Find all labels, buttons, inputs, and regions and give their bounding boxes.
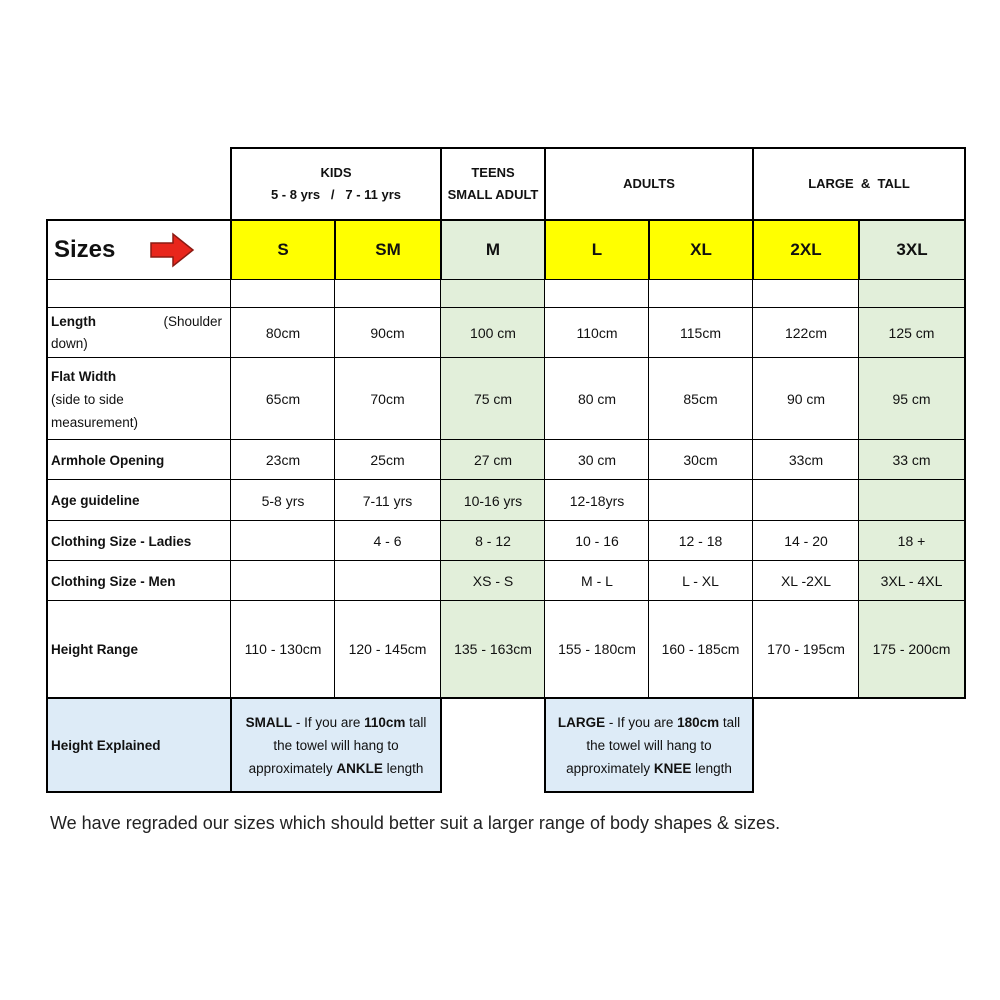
cell-ladies-xl: 12 - 18 [648,520,754,562]
cell-ladies-2xl: 14 - 20 [752,520,860,562]
row-label-length: Length (Shoulder down) [46,307,232,359]
cell-age-3xl [858,479,966,522]
cell-men-m: XS - S [440,560,546,602]
cell-length-sm: 90cm [334,307,442,359]
cell-age-xl [648,479,754,522]
spacer-cell [230,279,336,309]
cell-men-s [230,560,336,602]
group-teens-title: TEENS [471,165,515,180]
size-l: L [544,219,650,281]
height-explained-small: SMALL - If you are 110cm tall the towel will hang to approximately ANKLE length [230,697,442,793]
cell-age-2xl [752,479,860,522]
group-teens-sub: SMALL ADULT [447,187,539,202]
cell-flat-width-xl: 85cm [648,357,754,441]
size-s: S [230,219,336,281]
cell-armhole-2xl: 33cm [752,439,860,481]
group-adults [544,147,754,221]
spacer-cell [440,279,546,309]
row-label-men: Clothing Size - Men [46,560,232,602]
cell-height-m: 135 - 163cm [440,600,546,699]
size-3xl: 3XL [858,219,966,281]
cell-flat-width-m: 75 cm [440,357,546,441]
cell-height-2xl: 170 - 195cm [752,600,860,699]
row-label-height: Height Range [46,600,232,699]
cell-men-3xl: 3XL - 4XL [858,560,966,602]
group-kids [230,147,442,221]
row-label-flat-width: Flat Width (side to side measurement) [46,357,232,441]
cell-age-sm: 7-11 yrs [334,479,442,522]
group-kids-ages: 5 - 8 yrs / 7 - 11 yrs [270,187,402,202]
spacer-cell [858,279,966,309]
cell-armhole-l: 30 cm [544,439,650,481]
spacer-cell [752,279,860,309]
right-arrow-icon [149,232,195,268]
spacer-cell [544,279,650,309]
cell-length-3xl: 125 cm [858,307,966,359]
group-large-tall [752,147,966,221]
size-xl: XL [648,219,754,281]
cell-length-xl: 115cm [648,307,754,359]
height-explained-label: Height Explained [46,697,232,793]
size-sm: SM [334,219,442,281]
cell-men-sm [334,560,442,602]
cell-ladies-l: 10 - 16 [544,520,650,562]
cell-height-3xl: 175 - 200cm [858,600,966,699]
cell-men-xl: L - XL [648,560,754,602]
cell-ladies-m: 8 - 12 [440,520,546,562]
cell-length-s: 80cm [230,307,336,359]
cell-armhole-sm: 25cm [334,439,442,481]
height-explained-large: LARGE - If you are 180cm tall the towel will hang to approximately KNEE length [544,697,754,793]
cell-age-s: 5-8 yrs [230,479,336,522]
spacer-cell [334,279,442,309]
cell-height-s: 110 - 130cm [230,600,336,699]
group-adults-title: ADULTS [623,176,675,191]
cell-ladies-sm: 4 - 6 [334,520,442,562]
footnote: We have regraded our sizes which should better suit a larger range of body shapes & sizes. [50,813,781,833]
cell-ladies-s [230,520,336,562]
cell-length-m: 100 cm [440,307,546,359]
group-large-tall-title: LARGE & TALL [808,176,910,191]
cell-age-m: 10-16 yrs [440,479,546,522]
row-label-ladies: Clothing Size - Ladies [46,520,232,562]
cell-armhole-xl: 30cm [648,439,754,481]
cell-length-l: 110cm [544,307,650,359]
row-label-armhole: Armhole Opening [46,439,232,481]
cell-height-l: 155 - 180cm [544,600,650,699]
group-kids-title: KIDS [320,165,352,180]
spacer-label [46,279,232,309]
cell-flat-width-3xl: 95 cm [858,357,966,441]
cell-armhole-m: 27 cm [440,439,546,481]
cell-flat-width-2xl: 90 cm [752,357,860,441]
cell-age-l: 12-18yrs [544,479,650,522]
cell-length-2xl: 122cm [752,307,860,359]
cell-flat-width-sm: 70cm [334,357,442,441]
cell-height-xl: 160 - 185cm [648,600,754,699]
row-label-age: Age guideline [46,479,232,522]
cell-ladies-3xl: 18 + [858,520,966,562]
cell-men-l: M - L [544,560,650,602]
sizes-label-cell [46,219,232,281]
cell-men-2xl: XL -2XL [752,560,860,602]
cell-flat-width-l: 80 cm [544,357,650,441]
sizes-label: Sizes [54,236,116,263]
cell-armhole-3xl: 33 cm [858,439,966,481]
size-2xl: 2XL [752,219,860,281]
cell-flat-width-s: 65cm [230,357,336,441]
size-m: M [440,219,546,281]
spacer-cell [648,279,754,309]
group-teens [440,147,546,221]
cell-armhole-s: 23cm [230,439,336,481]
cell-height-sm: 120 - 145cm [334,600,442,699]
